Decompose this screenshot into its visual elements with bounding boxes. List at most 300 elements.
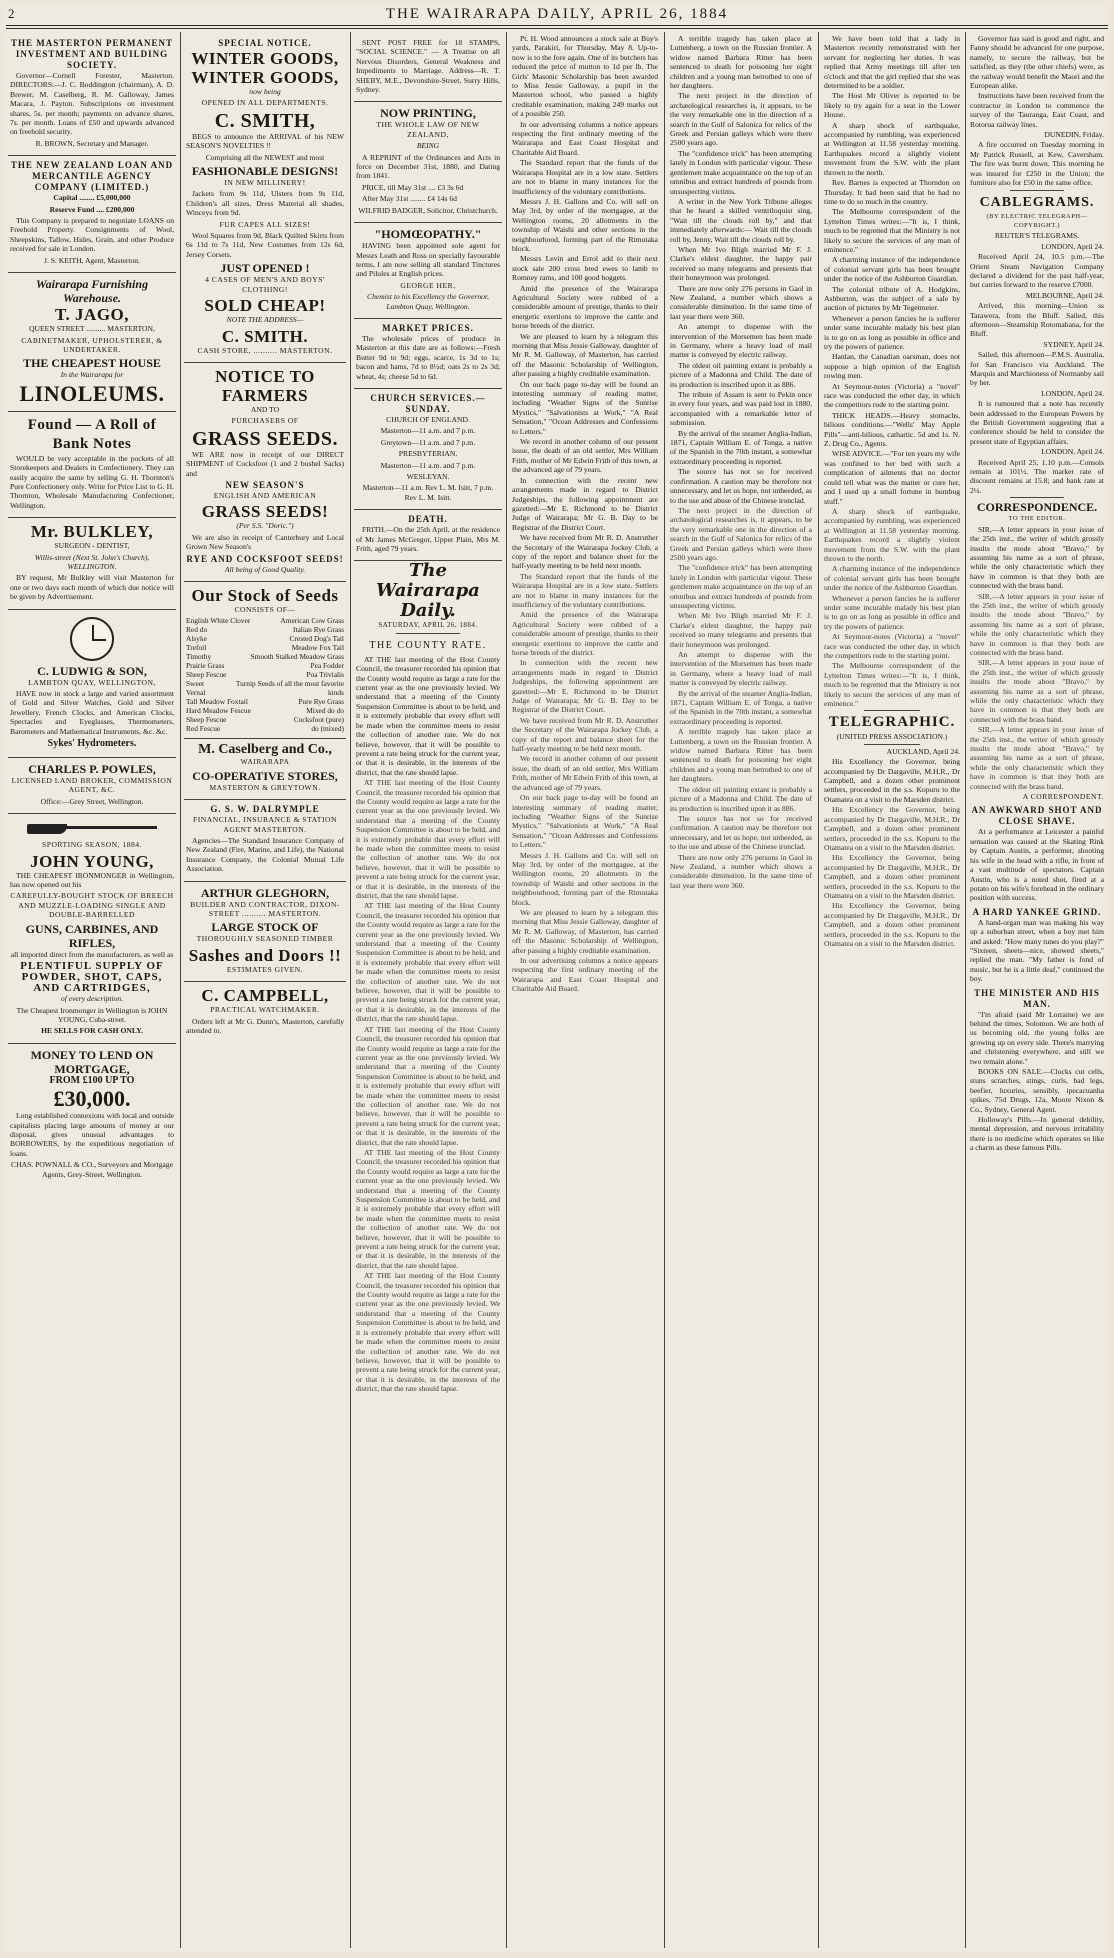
ad-fur-body: Wool Squares from 9d, Black Quilted Skirts from 6s 11d to 7s 11d, New Costumes from 12s 6d, Jersey Corsets. bbox=[186, 231, 344, 259]
ad-sub: THE WHOLE LAW OF NEW ZEALAND, bbox=[376, 120, 480, 139]
news-paragraph: Arrived, this morning—Union ss Tarawera, from the Bluff. Sailed, this afternoon—Steamship Rotomahana, for the Bluff. bbox=[970, 301, 1104, 339]
church-line: PRESBYTERIAN. bbox=[398, 449, 458, 459]
column-2 bbox=[184, 34, 346, 1946]
awkward-body: At a performance at Leicester a painful sensation was caused at the Skating Rink by Captain Austin, a performer, shooting his wife in the head with a rifle, in front of a vast multitude of spectators. Captain Austin, who is a noted shot, fired at a potato on his wife's forehead in the ordinary position with success. bbox=[970, 827, 1105, 903]
ad-purchasers: PURCHASERS OF bbox=[231, 416, 299, 426]
correspondence-editor: TO THE EDITOR. bbox=[1008, 515, 1066, 523]
seed-row bbox=[186, 679, 344, 697]
ad-cheapest: THE CHEAPEST HOUSE bbox=[23, 356, 161, 371]
news-paragraph: We are pleased to learn by a telegram this morning that Miss Jessie Galloway, daughter of Mr R. M. Galloway, of Masterton, has carried off the Masonic Scholarship of Wellington, after passing a highly creditable examination. bbox=[512, 331, 658, 379]
ad-role: BUILDER AND CONTRACTOR, DIXON-STREET .......... MASTERTON. bbox=[190, 899, 340, 919]
ad-address: LAMBTON QUAY, WELLINGTON, bbox=[28, 677, 156, 687]
ad-body: Long established connexions with local and outside capitalists placing large amounts of money at our disposal, gives unusual advantages to BORROWERS, by the expeditious negotiation of loans. bbox=[10, 1111, 174, 1158]
ad-sold-cheap: SOLD CHEAP! bbox=[204, 296, 326, 316]
news-paragraph: The oldest oil painting extant is probably a picture of a Madonna and Child. The date of its production is inscribed upon it as 886. bbox=[670, 784, 812, 813]
news-paragraph: A sharp shock of earthquake, accompanied by rumbling, was experienced at Wellington at 11.58 yesterday morning. Earthquakes record a slightly violent movement from the S.W. with the plant thrown to the north. bbox=[824, 506, 960, 563]
ad-grass-2: GRASS SEEDS! bbox=[201, 502, 329, 522]
editorial-body: AT THE last meeting of the Host County Council, the treasurer recorded his opinion that the County would require as large a rate for the current year as the one previously levied. We understand that a meeting of the County Suspension Committee is about to be held, and it is extremely probable that every effort will be made when the committee meets to resist the collection of another rate. We do not believe, however, that it will be possible to prevent a rate being struck for the current year, or that it is desirable, in the interests of the district, that the rate should lapse. bbox=[356, 1147, 500, 1270]
seed-row bbox=[186, 661, 344, 670]
campbell-watchmaker-ad bbox=[184, 982, 346, 1042]
church-services bbox=[354, 389, 502, 510]
ad-linoleums: LINOLEUMS. bbox=[19, 380, 165, 406]
ad-title: SPECIAL NOTICE. bbox=[218, 38, 312, 48]
news-paragraph: We have received from Mr R. D. Anstruther the Secretary of the Wairarapa Jockey Club, a copy of the report and balance sheet for the half-yearly meeting to be held next month. bbox=[512, 533, 658, 571]
news-paragraph: We record in another column of our present issue, the death of an old settler, Mrs William Frith, mother of Mr Edwin Frith of this town, at the advanced age of 79 years. bbox=[512, 437, 658, 475]
news-paragraph: A terrible tragedy has taken place at Luttenberg, a town on the Russian frontier. A widow named Barbara Ritter has been sentenced to death for poisoning her eight children and a young man betrothed to one of her daughters. bbox=[670, 727, 812, 784]
news-paragraph: A terrible tragedy has taken place at Luttenberg, a town on the Russian frontier. A widow named Barbara Ritter has been sentenced to death for poisoning her eight children and a young man betrothed to one of her daughters. bbox=[670, 34, 812, 91]
news-paragraph: Messrs J. H. Gallons and Co. will sell on May 3rd, by order of the mortgagee, at the Wellington rooms, 20 allotments in the township of Waishi and other sections in the neighbourhood, forming part of the Rimutaka block. bbox=[512, 196, 658, 253]
column-divider bbox=[180, 32, 181, 1948]
column-1 bbox=[8, 34, 176, 1946]
ad-body: SENT POST FREE for 18 STAMPS, "SOCIAL SCIENCE." — A Treatise on all Nervous Disorders, General Weakness and Impediments to Marriage. Address—R. T. SHEBY, M.E., Devonshire-Street, Surry Hills, Sydney. bbox=[356, 38, 500, 95]
editorial-section bbox=[354, 561, 502, 1393]
books-notice: BOOKS ON SALE.—Clocks cut cells, stuns scratches, stings, curls, bad legs, beefier, luxuries, sensibly, ipecacuanha spikes, 75d Drugs, 12a, Moore Nixon & Co., Sydney, General Agent. bbox=[970, 1067, 1104, 1114]
ad-powder: PLENTIFUL SUPPLY OF POWDER, SHOT, CAPS, AND CARTRIDGES, bbox=[20, 960, 164, 995]
market-prices bbox=[354, 319, 502, 389]
telegraphic-body: His Excellency the Governor, being accompanied by Dr Dargaville, M.H.R., Dr Campbell, and a dozen other prominent settlers, proceeded in the s.s. Kopuru to the Otamatea on a visit to the Marsden district. bbox=[824, 901, 960, 948]
news-paragraph: The tribute of Assam is sent to Pekin once in every four years, and was paid lost in 1880, accompanied with a remarkable letter of submission. bbox=[670, 390, 812, 428]
ad-footer: J. S. KEITH, Agent, Masterton. bbox=[44, 255, 140, 265]
seed-left: Tall Meadow Foxtail bbox=[186, 697, 248, 707]
news-paragraph: An attempt to dispense with the intervention of the Morsemen has been made in Germany, where a heavy load of mail matter is conveyed by electric railway. bbox=[670, 650, 812, 688]
seed-row bbox=[186, 724, 344, 733]
column-5 bbox=[668, 34, 814, 1946]
correspondence-body: SIR,—A letter appears in your issue of the 25th inst., the writer of which grossly insults the mode about "Bravo," by assuming his name as a sort of phrase, while the only characteristic which they have in common is that they both are connected with the brass band. bbox=[970, 524, 1104, 591]
seed-left: Sheep Fescue bbox=[186, 670, 227, 680]
seed-right: American Cow Grass bbox=[280, 616, 344, 626]
ad-per: (Per S.S. "Doric.") bbox=[236, 521, 294, 531]
ludwig-watchmaker-ad bbox=[8, 610, 176, 758]
ad-title: ARTHUR GLEGHORN, bbox=[200, 885, 330, 900]
ad-rye: RYE AND COCKSFOOT SEEDS! bbox=[186, 553, 344, 564]
john-young-ironmonger-ad bbox=[8, 814, 176, 1043]
ad-english: ENGLISH AND AMERICAN bbox=[213, 490, 317, 500]
ad-title: G. S. W. DALRYMPLE bbox=[210, 804, 320, 815]
nz-loan-agency-ad bbox=[8, 156, 176, 273]
news-paragraph: Pt. H. Wood announces a stock sale at Buy's yards, Parakiri, for Thursday, May 8. Up-to-now is to the fore again. One of its butchers has reduced the price of mutton to 1d per lb. The Girls' Masonic Scholarship has been awarded to Miss Jessie Galloway, a pupil in the Masterton school, who passed a highly creditable examination, making 249 marks out of a possible 250. bbox=[512, 34, 658, 119]
seed-left: Timothy bbox=[186, 652, 212, 662]
ad-title: C. CAMPBELL, bbox=[201, 986, 329, 1006]
jago-furnishing-ad bbox=[8, 273, 176, 412]
news-paragraph: The Standard report that the funds of the Wairarapa Hospital are in a low state. Settlers are not to blame in many instances for the insufficiency of the voluntary contributions. bbox=[512, 158, 658, 196]
ad-name-2: C. SMITH. bbox=[221, 326, 309, 346]
ad-role: PRACTICAL WATCHMAKER. bbox=[210, 1005, 320, 1015]
seed-left: Alsyke bbox=[186, 634, 207, 644]
general-news bbox=[668, 34, 814, 890]
ad-trades: CABINETMAKER, UPHOLSTERER, & UNDERTAKER. bbox=[21, 335, 163, 354]
seed-row bbox=[186, 652, 344, 661]
ad-brands: of every description. bbox=[60, 994, 124, 1004]
ad-body: This Company is prepared to negotiate LOANS on Freehold Property. Consignments of Wool, Sheepskins, Tallow, Hides, Grain, and other Produce received for sale in London. bbox=[10, 216, 174, 254]
seed-left: Red do bbox=[186, 625, 208, 635]
news-paragraph: It is rumoured that a note has recently been addressed to the European Powers by the British Government suggesting that a conference should be held to consider the present state of Egyptian affairs. bbox=[970, 399, 1104, 446]
ad-title: Mr. BULKLEY, bbox=[30, 522, 154, 542]
section-body: The wholesale prices of produce in Masterton at this date are as follows:—Fresh Butter 9d to 9d; eggs, scarce, 1s 3d to 1s; bacon and hams, 7d to 8½d; oats 2s to 2s 3d; wheat, 4s; cheese 5d to 6d. bbox=[356, 333, 500, 381]
news-paragraph: A charming instance of the independence of colonial servant girls has been brought under the notice of the Ashburton Guardian. bbox=[824, 255, 960, 284]
seed-left: English White Clover bbox=[186, 616, 251, 626]
dateline: SYDNEY, April 24. bbox=[1043, 339, 1104, 349]
dateline: LONDON, April 24. bbox=[1041, 447, 1104, 457]
ad-now: now being bbox=[249, 87, 281, 96]
seed-right: Meadow Fox Tail bbox=[291, 643, 344, 653]
church-line: Masterton—11 a.m. Rev L. M. Isitt, 7 p.m. Rev L. M. Isitt. bbox=[362, 483, 494, 502]
ad-role: SURGEON - DENTIST, bbox=[54, 541, 130, 551]
ad-fashionable: FASHIONABLE DESIGNS! bbox=[191, 164, 339, 179]
gleghorn-builder-ad bbox=[184, 882, 346, 983]
news-paragraph: At Seymour-notes (Victoria) a "novel" race was conducted the other day, in which the competitors rode to the starting point. bbox=[824, 381, 960, 410]
ad-title: THE NEW ZEALAND LOAN AND MERCANTILE AGENCY COMPANY (LIMITED.) bbox=[10, 160, 174, 193]
correspondence-signature: A CORRESPONDENT. bbox=[1022, 792, 1104, 802]
ad-cheapest: The Cheapest Ironmonger in Wellington is JOHN YOUNG, Cuba-street. bbox=[16, 1005, 168, 1024]
dalrymple-agent-ad bbox=[184, 800, 346, 881]
news-paragraph: The Host Mr Oliver is reported to be likely to try again for a seat in the Lower House. bbox=[824, 91, 960, 120]
ad-grass: GRASS SEEDS. bbox=[191, 427, 339, 450]
news-paragraph: Whenever a person fancies he is sufferer under some incurable malady his best plan is to go on as long as possible in office and try the powers of patience. bbox=[824, 313, 960, 351]
news-paragraph: Amid the presence of the Wairarapa Agricultural Society were rubbed of a considerable amount of prestige, thanks to their energetic exertions to improve the cattle and horse breeds of the district. bbox=[512, 283, 658, 331]
seed-right: Pure Rye Grass bbox=[298, 697, 344, 707]
notice-to-farmers-ad bbox=[184, 363, 346, 582]
masterton-building-society-ad bbox=[8, 34, 176, 156]
more-news bbox=[822, 34, 962, 948]
seed-left: Red Fescue bbox=[186, 724, 221, 734]
ad-cheapest-sub: In the Wairarapa for bbox=[60, 370, 124, 380]
dateline: DUNEDIN, Friday. bbox=[1044, 130, 1104, 140]
smith-winter-goods-ad bbox=[184, 34, 346, 363]
news-paragraph: We are pleased to learn by a telegram this morning that Miss Jessie Galloway, daughter of Mr R. M. Galloway, of Masterton, has carried off the Masonic Scholarship of Wellington, after passing a highly creditable examination. bbox=[512, 907, 658, 955]
ad-coop: CO-OPERATIVE STORES, bbox=[192, 768, 338, 783]
column-6 bbox=[822, 34, 962, 1946]
seed-row bbox=[186, 697, 344, 706]
seed-left: Sheep Fescue bbox=[186, 715, 227, 725]
ad-name: T. JAGO, bbox=[54, 305, 130, 325]
ad-opened: OPENED IN ALL DEPARTMENTS. bbox=[201, 98, 329, 108]
church-line: Masterton—11 a.m. and 7 p.m. bbox=[380, 426, 476, 436]
correspondence-body: SIR,—A letter appears in your issue of the 25th inst., the writer of which grossly insults the mode about "Bravo," by assuming his name as a sort of phrase, while the only characteristic which they have in common is that they both are connected with the brass band. bbox=[970, 591, 1104, 657]
ad-season: SPORTING SEASON, 1884. bbox=[42, 840, 142, 850]
news-paragraph: A sharp shock of earthquake, accompanied by rumbling, was experienced at Wellington at 11.58 yesterday morning. Earthquakes record a slightly violent movement from the S.W. with the plant thrown to the north. bbox=[824, 120, 960, 177]
page-header bbox=[6, 4, 1108, 26]
news-paragraph: The colonial tribute of A. Hodgkins, Ashburton, was the subject of a sale by auction of pictures by Mr Tegetmeier. bbox=[824, 284, 960, 313]
seed-left: Sweet Vernal bbox=[186, 679, 206, 698]
news-paragraph: We record in another column of our present issue, the death of an old settler, Mrs William Frith, mother of Mr Edwin Frith of this town, at the advanced age of 79 years. bbox=[512, 754, 658, 792]
ad-being: BEING bbox=[416, 141, 440, 151]
news-paragraph: Messrs J. H. Gallons and Co. will sell on May 3rd, by order of the mortgagee, at the Wellington rooms, 20 allotments in the township of Waishi and other sections in the neighbourhood, forming part of the Rimutaka block. bbox=[512, 850, 658, 907]
ad-comprising: Comprising all the NEWEST and most bbox=[205, 152, 325, 162]
powles-land-broker-ad bbox=[8, 758, 176, 814]
column-4 bbox=[510, 34, 660, 1946]
news-paragraph: There are now only 276 persons in Gaol in New Zealand, a number which shows a considerable diminution. In the same time of last year there were 360. bbox=[670, 852, 812, 890]
awkward-title: AN AWKWARD SHOT AND CLOSE SHAVE. bbox=[971, 805, 1103, 827]
ad-and: AND TO bbox=[250, 404, 280, 414]
dateline: LONDON, April 24. bbox=[1041, 388, 1104, 398]
news-paragraph: By the arrival of the steamer Anglia-Indian, 1871, Captain William E. of Tonga, a native of the Spanish in the 70th instant, a somewhat extraordinary proceeding is reported. bbox=[670, 688, 812, 726]
seed-row bbox=[186, 643, 344, 652]
news-paragraph: In our advertising columns a notice appears respecting the first ordinary meeting of the Wairarapa and East Coast Hospital and Charitable Aid Board. bbox=[512, 119, 658, 157]
ad-note: NOTE THE ADDRESS— bbox=[226, 315, 304, 325]
ad-timber: THOROUGHLY SEASONED TIMBER bbox=[196, 934, 334, 944]
news-paragraph: We have received from Mr R. D. Anstruther the Secretary of the Wairarapa Jockey Club, a copy of the report and balance sheet for the half-yearly meeting to be held next month. bbox=[512, 715, 658, 754]
header-rule bbox=[6, 28, 1108, 29]
ad-office: Office:—Grey Street, Wellington. bbox=[40, 796, 144, 806]
telegraphic-body: His Excellency the Governor, being accompanied by Dr Dargaville, M.H.R., Dr Campbell, and a dozen other prominent settlers, proceeded in the s.s. Kopuru to the Otamatea on a visit to the Marsden district. bbox=[824, 805, 960, 852]
ad-price-1: PRICE, till May 31st .... £3 3s 6d bbox=[362, 182, 464, 192]
ad-fur: FUR CAPES ALL SIZES! bbox=[219, 219, 311, 229]
seed-right: Smooth Stalked Meadow Grass bbox=[250, 652, 344, 662]
section-title: MARKET PRICES. bbox=[382, 322, 474, 333]
ad-body: Governor—Cornell Forester, Masterton. DIRECTORS:—J. C. Boddington (chairman), A. D. Brewer, M. Caselberg, R. M. Galloway, James Macara, J. Payton. Subscriptions on investment shares, 5s. per month; payments on advance shares, 7s. per month. Loans of £50 and upwards advanced on freehold security. bbox=[10, 71, 174, 137]
ad-cases: 4 CASES OF MEN'S AND BOYS' CLOTHING! bbox=[205, 275, 325, 294]
ad-from: FROM £100 UP TO bbox=[49, 1074, 135, 1086]
news-paragraph: The source has not so for received confirmation. A caution may be therefore not unnecessary, and let us hope, not unheeded, as to the use and abuse of the Chinese ironclad. bbox=[670, 813, 812, 852]
telegraphic-title: TELEGRAPHIC. bbox=[828, 714, 956, 731]
correspondence-body: SIR,—A letter appears in your issue of the 25th inst., the writer of which grossly insults the mode about "Bravo," by assuming his name as a sort of phrase, while the only characteristic which they have in common is that they both are connected with the brass band. bbox=[970, 725, 1104, 791]
now-printing-ad bbox=[354, 102, 502, 223]
news-paragraph: Governor has said is good and right, and Fanny should be advanced for one purpose, namely, to secure the railway, but be satisfied, as they (the other chiefs) were, as the railway would benefit the Maori and the European alike. bbox=[970, 34, 1104, 91]
ad-title: CHARLES P. POWLES, bbox=[28, 762, 156, 777]
ad-winter-2: WINTER GOODS, bbox=[191, 68, 339, 87]
ad-title: M. Caselberg and Co., bbox=[198, 742, 332, 758]
seed-row bbox=[186, 616, 344, 625]
cablegrams-sub: (BY ELECTRIC TELEGRAPH—COPYRIGHT.) bbox=[986, 212, 1088, 229]
social-science-ad bbox=[354, 34, 502, 102]
seed-row bbox=[186, 634, 344, 643]
news-paragraph: A writer in the New York Tribune alleges that he heard a skilled ventriloquist sing, "Wait till the clouds roll by," and that immediately afterwards:— Wait till the clouds roll by, Jenny, Wait till the clouds roll by. bbox=[670, 196, 812, 244]
capital: Capital ........ £5,000,000 bbox=[53, 193, 131, 203]
minister-body: "I'm afraid (said Mr Lorraine) we are behind the times, Solomon. We are both of us becoming old, the young folks are growing up on every side. There's marrying and christening everywhere, and still we two remain alone." bbox=[970, 1009, 1104, 1066]
ad-millinery: IN NEW MILLINERY! bbox=[224, 178, 306, 188]
rifle-icon bbox=[27, 821, 157, 837]
death-notice bbox=[354, 510, 502, 561]
clock-icon bbox=[70, 617, 114, 661]
church-line: CHURCH OF ENGLAND. bbox=[386, 414, 470, 424]
ad-sub: WAIRARAPA bbox=[240, 757, 290, 767]
column-divider bbox=[965, 32, 966, 1948]
ad-address: MASTERTON & GREYTOWN. bbox=[209, 782, 321, 792]
ad-estimates: ESTIMATES GIVEN. bbox=[226, 964, 304, 974]
church-line: Greytown—11 a.m. and 7 p.m. bbox=[380, 437, 476, 447]
ad-footer: R. BROWN, Secretary and Manager. bbox=[35, 138, 149, 148]
ad-large: LARGE STOCK OF bbox=[211, 920, 319, 935]
church-lines bbox=[356, 415, 500, 502]
ad-body: HAVING been appointed sole agent for Messrs Leath and Ross on specially favourable terms, I am now selling all standard Tinctures and Pilules at English prices. bbox=[356, 241, 500, 279]
seed-right: Cocksfoot (pure) bbox=[293, 715, 344, 725]
ad-new: NEW SEASON'S bbox=[225, 479, 305, 490]
correspondence-title: CORRESPONDENCE. bbox=[976, 500, 1098, 515]
seed-row bbox=[186, 625, 344, 634]
telegraphic-dateline: AUCKLAND, April 24. bbox=[886, 746, 960, 756]
page-number: 2 bbox=[8, 6, 17, 21]
news-paragraph: On our back page to-day will be found an interesting summary of reading matter, including "Weather Signs of the Sunrise Mystics," "Salvationists at Work," "A Real Sensation," "Ocean Addresses and Confessions to Letters." bbox=[512, 793, 658, 850]
ad-title: NOW PRINTING, bbox=[380, 106, 476, 121]
ad-body: Orders left at Mr G. Dunn's, Masterton, carefully attended to. bbox=[186, 1016, 344, 1036]
news-paragraph: Rev. Barnes is expected at Thorndon on Thursday. It had been said that he had no time to do so much in the country. bbox=[824, 178, 960, 206]
news-paragraph: Instructions have been received from the contractor in London to commence the survey of the Tauranga, East Coast, and Rotorua railway lines. bbox=[970, 91, 1104, 129]
news-paragraph: In our advertising columns a notice appears respecting the first ordinary meeting of the Wairarapa and East Coast Hospital and Charitable Aid Board. bbox=[512, 956, 658, 994]
ad-body: BY request, Mr Bulkley will visit Masterton for one or two days each month of which due notice will be given by Advertisement. bbox=[10, 573, 174, 602]
ad-title: C. LUDWIG & SON, bbox=[37, 663, 147, 678]
seed-list bbox=[186, 616, 344, 733]
church-line: Masterton—11 a.m. and 7 p.m. bbox=[380, 460, 476, 470]
telegraphic-body: His Excellency the Governor, being accompanied by Dr Dargaville, M.H.R., Dr Campbell, and a dozen other prominent settlers, proceeded in the s.s. Kopuru to the Otamatea on a visit to the Marsden district. bbox=[824, 853, 960, 900]
section-title: CHURCH SERVICES.—SUNDAY. bbox=[370, 392, 486, 414]
news-paragraph: By the arrival of the steamer Anglia-Indian, 1871, Captain William E. of Tonga, a native of the Spanish in the 70th instant, a somewhat extraordinary proceeding is reported. bbox=[670, 428, 812, 466]
ad-title: MONEY TO LEND ON MORTGAGE, bbox=[30, 1047, 154, 1076]
news-paragraph: An attempt to dispense with the intervention of the Morsemen has been made in Germany, where a heavy load of mail matter is conveyed by electric railway. bbox=[670, 322, 812, 360]
seed-right: Crested Dog's Tail bbox=[289, 634, 344, 644]
news-paragraph: THICK HEADS.—Heavy stomachs, bilious conditions.—"Wells' May Apple Pills"—anti-bilious, cathartic. 5d and 1s. N. Z. Drug Co., Agents. bbox=[824, 410, 960, 449]
editorial-title: THE COUNTY RATE. bbox=[369, 639, 487, 651]
ad-address: CASH STORE, .......... MASTERTON. bbox=[197, 345, 333, 355]
section-title: DEATH. bbox=[408, 514, 448, 525]
editorial-body: AT THE last meeting of the Host County Council, the treasurer recorded his opinion that the County would require as large a rate for the current year as the one previously levied. We understand that a meeting of the County Suspension Committee is about to be held, and it is extremely probable that every effort will be made when the committee meets to resist the collection of another rate. We do not believe, however, that it will be possible to prevent a rate being struck for the current year, or that it is desirable, in the interests of the district, that the rate should lapse. bbox=[356, 778, 500, 900]
seed-left: Trefoil bbox=[186, 643, 207, 653]
editorial-body: AT THE last meeting of the Host County Council, the treasurer recorded his opinion that the County would require as large a rate for the current year as the one previously levied. We understand that a meeting of the County Suspension Committee is about to be held, and it is extremely probable that every effort will be made when the committee meets to resist the collection of another rate. We do not believe, however, that it will be possible to prevent a rate being struck for the current year, or that it is desirable, in the interests of the district, that the rate should lapse. bbox=[356, 654, 500, 777]
holloway-notice: Holloway's Pills.—In general debility, mental depression, and nervous irritability there is no medicine which operates so like a charm as these famous Pills. bbox=[970, 1115, 1104, 1153]
news-paragraph: The Melbourne correspondent of the Lyttelton Times writes:—"It is, I think, much to be regretted that the Ministry is not likely to secure the services of any man of eminence." bbox=[824, 207, 960, 254]
dateline: LONDON, April 24. bbox=[1041, 241, 1104, 251]
ad-intro: THE CHEAPEST IRONMONGER in Wellington, has now opened out his bbox=[10, 870, 174, 890]
news-paragraph: Received April 25, 1.10 p.m.—Consols remain at 101½. The market rate of discount remains at 15.8; and bank rate at 2¼. bbox=[970, 457, 1104, 495]
news-paragraph: The "confidence trick" has been attempting lately in London with particular vigour. These gentlemen make acquaintance on the top of an omnibus and extract hundreds of pounds from unsuspecting victims. bbox=[670, 563, 812, 610]
ad-all: All being of Good Quality. bbox=[224, 564, 306, 574]
telegraphic-press: (UNITED PRESS ASSOCIATION.) bbox=[836, 732, 948, 742]
news-paragraph: The next project in the direction of archæological researches is, it appears, to be the very remarkable one in the direction of a search in the Gulf of Salonica for relics of the Greek and Persian galleys which were there 2500 years ago. bbox=[670, 91, 812, 148]
news-paragraph: There are now only 276 persons in Gaol in New Zealand, a number which shows a considerable diminution. In the same time of last year there were 360. bbox=[670, 283, 812, 321]
ad-agent: Sykes' Hydrometers. bbox=[47, 738, 137, 750]
seed-right: Poa Trivialis bbox=[306, 670, 344, 680]
ad-title: "HOMŒOPATHY." bbox=[374, 227, 482, 242]
ad-also: We are also in receipt of Canterbury and Local Grown New Season's bbox=[186, 532, 344, 552]
ad-footer: CHAS. POWNALL & CO., Surveyors and Mortgage Agents, Grey-Street, Wellington. bbox=[11, 1160, 173, 1179]
seed-row bbox=[186, 715, 344, 724]
telegraphic-body: His Excellency the Governor, being accompanied by Dr Dargaville, M.H.R., Dr Campbell, and a dozen other prominent settlers, proceeded in the s.s. Kopuru to the Otamatea on a visit to the Marsden district. bbox=[824, 757, 960, 804]
news-paragraph: When Mr Ivo Bligh married Mr F. J. Clarke's eldest daughter, the happy pair received so many telegrams and presents that their honeymoon was prolonged. bbox=[670, 244, 812, 283]
ad-name: GEORGE HER, bbox=[400, 280, 456, 290]
column-3 bbox=[354, 34, 502, 1946]
masthead-title: THE WAIRARAPA DAILY, APRIL 26, 1884 bbox=[385, 6, 729, 22]
seed-row bbox=[186, 706, 344, 715]
telegrams-and-cables bbox=[968, 34, 1106, 1153]
local-news bbox=[510, 34, 660, 994]
news-paragraph: We have been told that a lady in Masterton recently remonstrated with her servant for neglecting her duties. It was replied that Army meetings till after ten o'clock and that the girl replied that she was determined to be a soldier. bbox=[824, 34, 960, 91]
news-paragraph: Received April 24, 10.5 p.m.—The Orient Steam Navigation Company declared a dividend for the past half-year, but carries forward to the reserve £7000. bbox=[970, 252, 1104, 290]
news-paragraph: A fire occurred on Tuesday morning in Mr Patrick Russell, at Kew, Caversham. The fire was burnt down. This morning he was insured for £250 in the Union; the furniture also for £50 in the same office. bbox=[970, 140, 1104, 188]
yankee-title: A HARD YANKEE GRIND. bbox=[972, 906, 1102, 917]
column-divider bbox=[506, 32, 507, 1948]
ad-title: THE MASTERTON PERMANENT INVESTMENT AND BUILDING SOCIETY. bbox=[10, 38, 174, 70]
dateline: MELBOURNE, April 24. bbox=[1025, 290, 1104, 300]
news-paragraph: Amid the presence of the Wairarapa Agricultural Society were rubbed of a considerable amount of prestige, thanks to their energetic exertions to improve the cattle and horse breeds of the district. bbox=[512, 610, 658, 657]
seed-right: Turnip Seeds of all the most favorite kinds bbox=[235, 679, 344, 698]
seed-right: Mixed do do bbox=[306, 706, 344, 716]
news-paragraph: The "confidence trick" has been attempting lately in London with particular vigour. These gentlemen make acquaintance on the top of an omnibus and extract hundreds of pounds from unsuspecting victims. bbox=[670, 148, 812, 196]
ad-publisher: WILFRID BADGER, Solicitor, Christchurch. bbox=[358, 205, 498, 215]
news-paragraph: Messrs Levin and Errol add to their next stock sale 200 cross bred ewes to lamb to Romney rams, and 100 good hoggets. bbox=[512, 254, 658, 283]
ad-role: Chemist to his Excellency the Governor, Lambton Quay, Wellington. bbox=[367, 292, 489, 311]
ad-body: WOULD be very acceptable in the pockets of all Storekeepers and Dealers in Confectionery. They can easily acquire the same by selling G. H. Thornton's Pure Confectionery only. Write for Price List to G. H. Thornton, Wholesale Manufacturing Confectioner, Wellington. bbox=[10, 453, 174, 510]
news-paragraph: When Mr Ivo Bligh married Mr F. J. Clarke's eldest daughter, the happy pair received so many telegrams and presents that their honeymoon was prolonged. bbox=[670, 611, 812, 649]
found-bank-notes-ad bbox=[8, 412, 176, 518]
ad-name: C. SMITH, bbox=[214, 109, 316, 132]
correspondence-body: SIR,—A letter appears in your issue of the 25th inst., the writer of which grossly insults the mode about "Bravo," by assuming his name as a sort of phrase, while the only characteristic which they have in common is that they both are connected with the brass band. bbox=[970, 658, 1104, 724]
editorial-body: AT THE last meeting of the Host County Council, the treasurer recorded his opinion that the County would require as large a rate for the current year as the one previously levied. We understand that a meeting of the County Suspension Committee is about to be held, and it is extremely probable that every effort will be made when the committee meets to resist the collection of another rate. We do not believe, however, that it will be possible to prevent a rate being struck for the current year, or that it is desirable, in the interests of the district, that the rate should lapse. bbox=[356, 1024, 500, 1147]
money-to-lend-ad bbox=[8, 1044, 176, 1186]
ad-cash-only: HE SELLS FOR CASH ONLY. bbox=[41, 1026, 143, 1036]
ad-body: WE ARE now in receipt of our DIRECT SHIPMENT of Cocksfoot (1 and 2 bushel Sacks) and bbox=[186, 449, 344, 478]
seed-left: Hard Meadow Fescue bbox=[186, 706, 251, 716]
ad-items: CAREFULLY-BOUGHT STOCK OF BREECH AND MUZZLE-LOADING SINGLE AND DOUBLE-BARRELLED bbox=[10, 891, 174, 920]
news-paragraph: Whenever a person fancies he is sufferer under some incurable malady his best plan is to go on as long as possible in office and try the powers of patience. bbox=[824, 593, 960, 631]
minister-title: THE MINISTER AND HIS MAN. bbox=[974, 987, 1100, 1009]
news-paragraph: In connection with the recent new arrangements made in regard to District Judgeships, the following appointment are gazetted:—Mr E. Richmond to be District Judge of Wairarapa; Mr G. B. Day to be Registrar of the District Court. bbox=[512, 658, 658, 715]
ad-title: Wairarapa Furnishing Warehouse. bbox=[35, 277, 149, 306]
news-paragraph: Hanlan, the Canadian oarsman, does not suppose a high opinion of the English rowing men. bbox=[824, 352, 960, 381]
news-paragraph: A charming instance of the independence of colonial servant girls has been brought under the notice of the Ashburton Guardian. bbox=[824, 564, 960, 593]
ad-body: Agencies—The Standard Insurance Company of New Zealand (Fire, Marine, and Life), the National Insurance Company, the Colonial Mutual Life Association. bbox=[186, 836, 344, 874]
ad-consists: CONSISTS OF— bbox=[234, 604, 296, 614]
caselberg-coop-ad bbox=[184, 739, 346, 800]
inner-masthead: The Wairarapa Daily. bbox=[376, 560, 480, 622]
reuter: REUTER'S TELEGRAMS. bbox=[994, 231, 1080, 241]
editorial-body: AT THE last meeting of the Host County Council, the treasurer recorded his opinion that the County would require as large a rate for the current year as the one previously levied. We understand that a meeting of the County Suspension Committee is about to be held, and it is extremely probable that every effort will be made when the committee meets to resist the collection of another rate. We do not believe, however, that it will be possible to prevent a rate being struck for the current year, or that it is desirable, in the interests of the district, that the rate should lapse. bbox=[356, 1271, 500, 1394]
ad-address: Willis-street (Next St. John's Church), WELLINGTON. bbox=[34, 552, 150, 571]
ad-title: Our Stock of Seeds bbox=[191, 585, 339, 605]
news-paragraph: The Melbourne correspondent of the Lyttelton Times writes:—"It is, I think, much to be regretted that the Ministry is not likely to secure the services of any man of eminence." bbox=[824, 661, 960, 709]
news-paragraph: WISE ADVICE.—"For ten years my wife was confined to her bed with such a complication of ailments that no doctor could tell what was the matter or cure her, and I used up a small fortune in humbug stuff." bbox=[824, 449, 960, 506]
ad-also: all imported direct from the manufacturers, as well as bbox=[10, 949, 174, 959]
ad-sashes: Sashes and Doors !! bbox=[188, 945, 342, 965]
editorial-body: AT THE last meeting of the Host County Council, the treasurer recorded his opinion that the County would require as large a rate for the current year as the one previously levied. We understand that a meeting of the County Suspension Committee is about to be held, and it is extremely probable that every effort will be made when the committee meets to resist the collection of another rate. We do not believe, however, that it will be possible to prevent a rate being struck for the current year, or that it is desirable, in the interests of the district, that the rate should lapse. bbox=[356, 901, 500, 1024]
cablegrams-title: CABLEGRAMS. bbox=[979, 194, 1095, 210]
seed-left: Prairie Grass bbox=[186, 661, 225, 671]
ad-role: LICENSED LAND BROKER, COMMISSION AGENT, &C. bbox=[11, 776, 173, 795]
homoeopathy-ad bbox=[354, 223, 502, 319]
seed-right: do (mixed) bbox=[311, 724, 344, 734]
masthead bbox=[6, 6, 1108, 23]
seed-right: Pea Fodder bbox=[310, 661, 344, 671]
news-paragraph: The next project in the direction of archæological researches is, it appears, to be the very remarkable one in the direction of a search in the Gulf of Salonica for relics of the Greek and Persian galleys which were there 2500 years ago. bbox=[670, 505, 812, 562]
news-paragraph: At Seymour-notes (Victoria) a "novel" race was conducted the other day, in which the competitors rode to the starting point. bbox=[824, 632, 960, 660]
news-paragraph: The source has not so for received confirmation. A caution may be therefore not unnecessary, and let us hope, not unheeded, as to the use and abuse of the Chinese ironclad. bbox=[670, 467, 812, 505]
news-paragraph: On our back page to-day will be found an interesting summary of reading matter, including "Weather Signs of the Sunrise Mystics," "Salvationists at Work," "A Real Sensation," "Ocean Addresses and Confessions to Letters." bbox=[512, 379, 658, 436]
ad-title: NOTICE TO FARMERS bbox=[215, 366, 315, 405]
yankee-body: A hand-organ man was making his way up a suburban street, when a boy met him and asked: "How many tunes do you play?" "Sixteen, sheets—nice, showed sheets," replied the man. "My father is fond of music, but he is a little deaf," continued the boy. bbox=[970, 917, 1104, 984]
ad-street: QUEEN STREET .......... MASTERTON, bbox=[29, 324, 155, 334]
seed-right: Italian Rye Grass bbox=[292, 625, 344, 635]
ad-millinery-body: Jackets from 9s 11d, Ulsters from 9s 11d, Children's all sizes, Dress Material all shades, Winceys from 9d. bbox=[186, 189, 344, 218]
section-body: FRITH.—On the 25th April, at the residence of Mr James McGregor, Upper Plain, Mrs M. Frith, aged 79 years. bbox=[356, 525, 500, 554]
news-paragraph: The Standard report that the funds of the Wairarapa Hospital are in a low state. Settlers are not to blame in many instances for the insufficiency of the voluntary contributions. bbox=[512, 571, 658, 609]
seed-stock-ad bbox=[184, 582, 346, 739]
ad-role: FINANCIAL, INSURANCE & STATION AGENT MASTERTON. bbox=[193, 815, 337, 834]
ad-title: JOHN YOUNG, bbox=[30, 851, 154, 871]
church-line: WESLEYAN. bbox=[406, 472, 450, 481]
reserve-fund: Reserve Fund .... £200,000 bbox=[49, 204, 135, 214]
inner-masthead-date: SATURDAY, APRIL 26, 1884. bbox=[378, 621, 478, 630]
ad-just-opened: JUST OPENED ! bbox=[220, 261, 310, 276]
news-paragraph: In connection with the recent new arrangements made in regard to District Judgeships, the following appointment are gazetted:—Mr E. Richmond to be District Judge of Wairarapa; Mr G. B. Day to be Registrar of the District Court. bbox=[512, 475, 658, 532]
ad-winter-1: WINTER GOODS, bbox=[191, 49, 339, 68]
seed-row bbox=[186, 670, 344, 679]
ad-body: HAVE now in stock a large and varied assortment of Gold and Silver Watches, Gold and Silver Jewellery, French Clocks, and American Clocks, Spectacles and Eyeglasses, Thermometers, Barometers and Mathematical Instruments, &c. &c. bbox=[10, 689, 174, 736]
column-divider bbox=[664, 32, 665, 1948]
ad-amount: £30,000. bbox=[53, 1086, 131, 1112]
newspaper-page bbox=[6, 4, 1108, 1952]
ad-body: A REPRINT of the Ordinances and Acts in force on December 31st, 1880, and Dating from 1841. bbox=[356, 152, 500, 181]
ad-begs: BEGS to announce the ARRIVAL of his NEW SEASON'S NOVELTIES !! bbox=[186, 131, 344, 151]
ad-price-2: After May 31st ........ £4 14s 6d bbox=[362, 194, 457, 204]
news-paragraph: The oldest oil painting extant is probably a picture of a Madonna and Child. The date of its production is inscribed upon it as 886. bbox=[670, 360, 812, 389]
